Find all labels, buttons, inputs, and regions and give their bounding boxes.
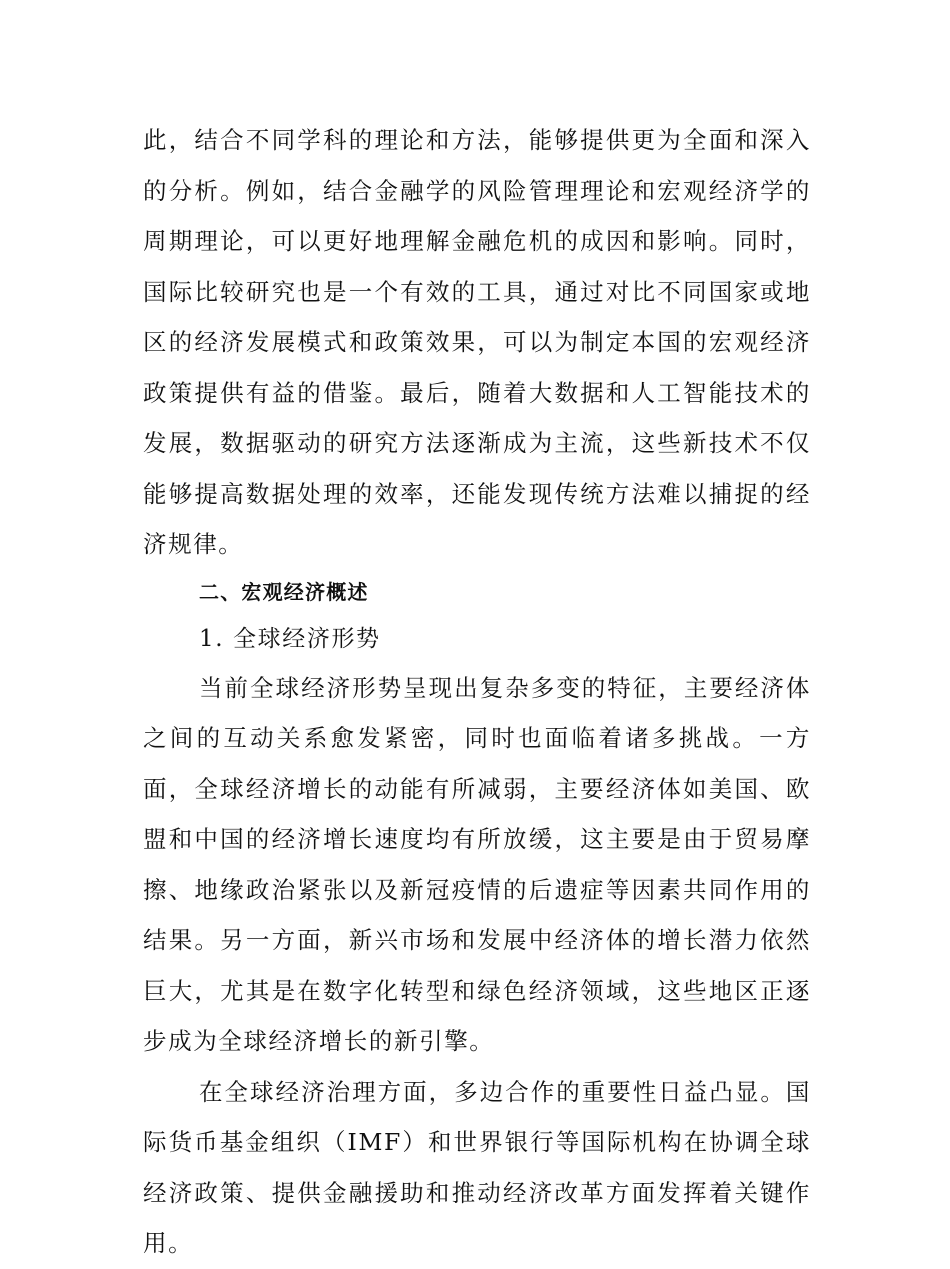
section-heading: 二、宏观经济概述: [199, 579, 369, 604]
subsection-heading: 1. 全球经济形势: [199, 625, 381, 652]
paragraph-global-economy: 当前全球经济形势呈现出复杂多变的特征，主要经济体之间的互动关系愈发紧密，同时也面临着诸多挑战。一方面，全球经济增长的动能有所减弱，主要经济体如美国、欧盟和中国的经济增长速度均有所放缓，这主要是由于贸易摩擦、地缘政治紧张以及新冠疫情的后遗症等因素共同作用的结果。另一方面，新兴市场和发展中经济体的增长潜力依然巨大，尤其是在数字化转型和绿色经济领域，这些地区正逐步成为全球经济增长的新引擎。: [143, 673, 811, 1055]
document-page: [143, 115, 811, 1269]
paragraph-economic-governance: 在全球经济治理方面，多边合作的重要性日益凸显。国际货币基金组织（IMF）和世界银行等国际机构在协调全球经济政策、提供金融援助和推动经济改革方面发挥着关键作用。: [143, 1077, 811, 1257]
paragraph-continuation: 此，结合不同学科的理论和方法，能够提供更为全面和深入的分析。例如，结合金融学的风险管理理论和宏观经济学的周期理论，可以更好地理解金融危机的成因和影响。同时，国际比较研究也是一个有效的工具，通过对比不同国家或地区的经济发展模式和政策效果，可以为制定本国的宏观经济政策提供有益的借鉴。最后，随着大数据和人工智能技术的发展，数据驱动的研究方法逐渐成为主流，这些新技术不仅能够提高数据处理的效率，还能发现传统方法难以捕捉的经济规律。: [143, 126, 811, 558]
